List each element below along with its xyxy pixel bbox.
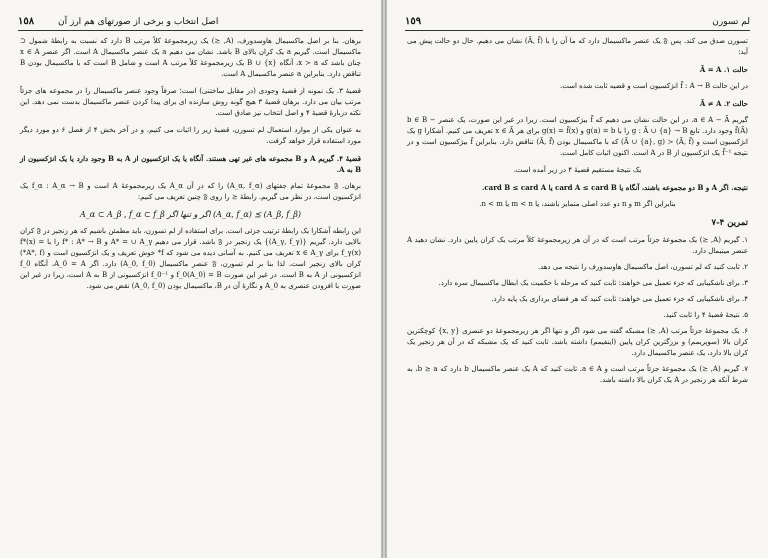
exercise-item: ۴. برای ناشکیبایی که جزء تعمیل می خواهند: ثابت کنید که هر فضای برداری یک پایه دارد.: [491, 295, 748, 303]
text-paragraph: تسورن صدق می کند. پس 𝔉 یک عنصر ماکسیمال دارد که ما آن را با (Ã, f̃) نشان می دهیم. حال دو حالت پیش می آید:: [407, 37, 748, 56]
text-paragraph: در این حالت f̃ : A → B انژکسیون است و قضیه ثابت شده است.: [560, 82, 748, 90]
exercises-heading: تمرین ۴-۷: [711, 218, 748, 228]
display-formula: A_α ⊂ A_β , f_α ⊂ f_β اگر و تنها اگر (A_α, f_α) ⪯ (A_β, f_β): [80, 210, 301, 219]
proof-paragraph: برهان. بنا بر اصل ماکسیمال هاوسدورف، (A, ⪯) یک زیرمجموعهٔ کلاً مرتب B دارد که نسبت به رابطهٔ شمول ⊂ ماکسیمال است. گیریم a یک کران بالای B باشد. نشان می دهیم a یک عنصر ماکسیمال A است. اگر عنصر x ∈ A چنان باشد که x ≻ a، آنگاه {x} ∪ B یک زیرمجموعهٔ کلاً مرتب A است و شامل B است که با ماکسیمال بودن B تناقض دارد. بنابراین a عنصر ماکسیمال A است.: [20, 37, 361, 78]
exercise-item: ۳. برای ناشکیبایی که جزء تعمیل می خواهند: ثابت کنید که مرحله با حکمیت یک ابطال ماکسیمال سره دارد.: [438, 279, 748, 287]
right-book-page: [386, 0, 768, 558]
exercise-item: ۵. نتیجهٔ قضیهٔ ۴ را ثابت کنید.: [663, 311, 748, 319]
page-body: [407, 36, 748, 548]
page-body: [20, 36, 361, 548]
exercise-item: ۷. گیریم (A, ⪯) یک مجموعهٔ جزئاً مرتب است و a ∈ A. ثابت کنید که A یک عنصر ماکسیمال b دارد که b ⪰ a، به شرط آنکه هر زنجیر در A یک کران بالا داشته باشد.: [407, 365, 748, 384]
remark-paragraph: قضیهٔ ۳. یک نمونه از قضیهٔ وجودی (در مقابل ساختنی) است؛ صرفاً وجود عنصر ماکسیمال را در مجموعه های جزئاً مرتب بیان می دارد. برهان قضیهٔ ۳ هیچ گونه روش سازنده ای برای پیدا کردن عنصر ماکسیمال بدست نمی دهد. این نکته دربارهٔ قضیهٔ ۴ و اصل انتخاب نیز صادق است.: [20, 87, 361, 117]
case-label: حالت ۲. Ã ≠ A: [699, 99, 748, 108]
proof-paragraph: برهان. 𝔉 مجموعهٔ تمام جفتهای (A_α, f_α) را که در آن A_α یک زیرمجموعهٔ A است و f_α : A_α → B یک انژکسیون است، در نظر می گیریم. رابطهٔ ⪯ را روی 𝔉 چنین تعریف می کنیم:: [20, 182, 362, 201]
exercise-item: ۶. یک مجموعهٔ جزئاً مرتب (A, ⪯) مشبکه گفته می شود اگر و تنها اگر هر زیرمجموعهٔ دو عنصری {x, y} کوچکترین کران بالا (سوپریمم) و بزرگترین کران پایین (اینفیمم) داشته باشد. ثابت کنید که یک مشبکه که در آن هر زنجیر یک کران بالا دارد، یک عنصر ماکسیمال دارد.: [407, 327, 748, 357]
running-header: [18, 16, 363, 31]
corollary-intro: یک نتیجهٔ مستقیم قضیهٔ ۴ در زیر آمده است.: [513, 166, 642, 174]
running-title: لم تسورن: [712, 17, 750, 27]
proof-paragraph: این رابطه آشکارا یک رابطهٔ ترتیب جزئی است. برای استفاده از لم تسورن، باید مطمئن باشیم که هر زنجیر در 𝔉 کران بالایی دارد. گیریم {(A_γ, f_γ)} یک زنجیر در 𝔉 باشد. قرار می دهیم A* = ∪ A_γ و f* : A* → B را با f*(x) = f_γ(x) برای x ∈ A_γ تعریف می کنیم. به آسانی دیده می شود که f* خوش تعریف و یک انژکسیون است و (A*, f*) کران بالای زنجیر است. لذا بنا بر لم تسورن، 𝔉 عنصر ماکسیمال (A_0, f_0) دارد. اگر A_0 = A، آنگاه f_0 انژکسیونی از A به B است. در غیر این صورت f_0(A_0) = B و f_0⁻¹ انژکسیونی از B به A است، زیرا در غیر این صورت با افزودن عنصری به A_0 و نگارهٔ آن در B، ماکسیمال بودن (A_0, f_0) نقض می شود.: [20, 227, 362, 290]
case-label: حالت ۱. Ã = A: [699, 65, 748, 74]
remark: بنابراین اگر m و n دو عدد اصلی متمایز باشند، یا m < n یا n < m.: [479, 200, 676, 208]
theorem-paragraph: قضیهٔ ۴. گیریم A و B مجموعه های غیر تهی هستند. آنگاه یا یک انژکسیون از A به B وجود دارد یا یک انژکسیون از B به A.: [20, 154, 361, 174]
running-header: [405, 16, 750, 31]
text-paragraph: به عنوان یکی از موارد استعمال لم تسورن، قضیهٔ زیر را اثبات می کنیم، و در آخر بخش ۴ از فصل ۶ دو مورد دیگر مورد استفاده قرار خواهد گرفت.: [20, 126, 361, 145]
corollary: نتیجه. اگر A و B دو مجموعه باشند، آنگاه یا card A ≤ card B یا card B ≤ card A.: [481, 183, 748, 192]
page-number: ١٥٩: [405, 16, 422, 27]
page-number: ١٥٨: [18, 16, 35, 27]
exercise-item: ۱. گیریم (A, ⪯) یک مجموعهٔ جزئاً مرتب است که در آن هر زیرمجموعهٔ کلاً مرتب یک کران پایین دارد. نشان دهید A عنصر مینیمال دارد.: [407, 236, 748, 255]
exercise-item: ۲. ثابت کنید که لم تسورن، اصل ماکسیمال هاوسدورف را نتیجه می دهد.: [537, 263, 748, 271]
proof-paragraph: گیریم a ∈ A − Ã. در این حالت نشان می دهیم که f̃ بیژکسیون است. زیرا در غیر این صورت، یک عنصر b ∈ B − f̃(Ã) وجود دارد. تابع g : Ã ∪ {a} → B را با g(a) = b و g(x) = f̃(x) برای هر x ∈ Ã تعریف می کنیم. آشکارا g یک انژکسیون است و (Ã, f̃) ≺ (Ã ∪ {a}, g) که با ماکسیمال بودن (Ã, f̃) تناقض دارد. بنابراین f̃ بیژکسیون است و در نتیجه f̃⁻¹ یک انژکسیون از B در A است. اکنون اثبات کامل است.: [407, 116, 749, 157]
running-title: اصل انتخاب و برخی از صورتهای هم ارز آن: [58, 17, 219, 27]
left-book-page: [0, 0, 382, 558]
